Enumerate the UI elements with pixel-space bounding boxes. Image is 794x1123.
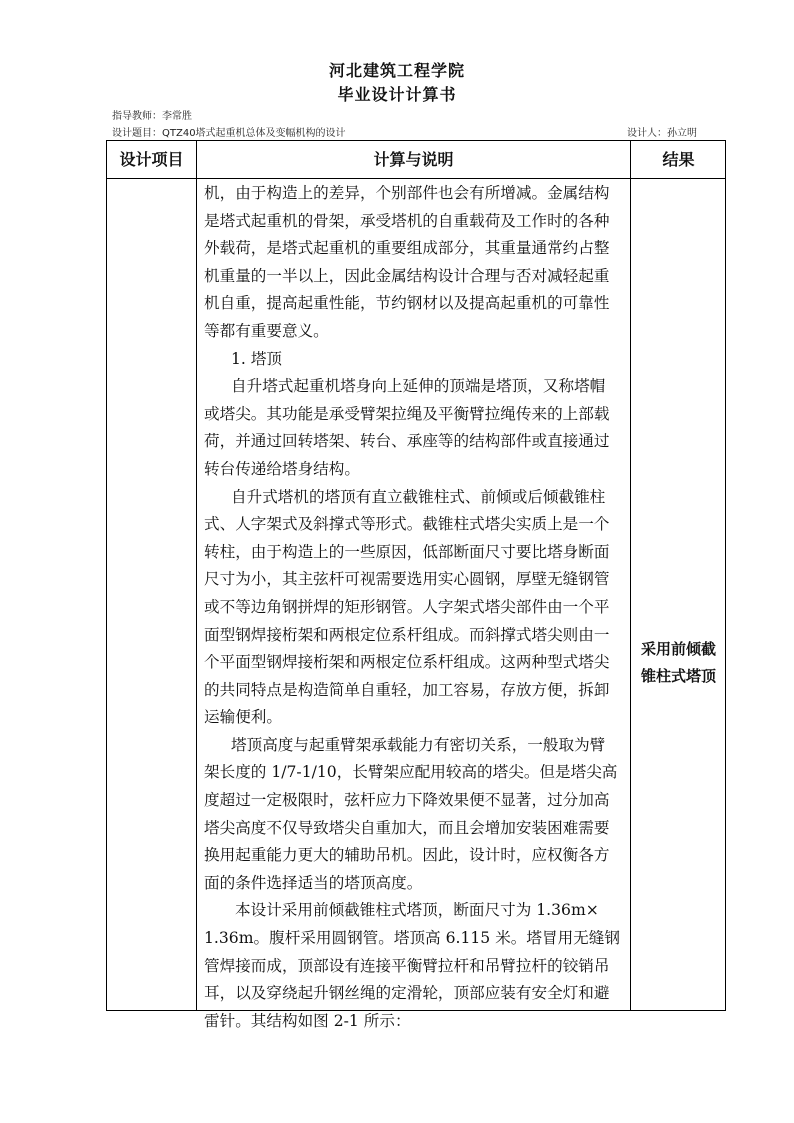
text-line: 个平面型钢焊接桁架和两根定位系杆组成。这两种型式塔尖 [204, 653, 610, 672]
calculation-table [106, 140, 726, 1030]
result-line: 采用前倾截 [640, 640, 716, 658]
text-line: 尺寸为小，其主弦杆可视需要选用实心圆钢，厚壁无缝钢管 [204, 570, 610, 589]
text-line: 转柱，由于构造上的一些原因，低部断面尺寸要比塔身断面 [204, 542, 610, 561]
text-line: 面型钢焊接桁架和两根定位系杆组成。而斜撑式塔尖则由一 [204, 625, 610, 644]
column-divider [196, 141, 197, 1010]
text-line: 1.36m。腹杆采用圆钢管。塔顶高 6.115 米。塔冒用无缝钢 [204, 929, 620, 948]
text-line: 外载荷，是塔式起重机的重要组成部分，其重量通常约占整 [204, 239, 610, 258]
text-line: 度超过一定极限时，弦杆应力下降效果便不显著，过分加高 [204, 791, 610, 810]
text-line: 机，由于构造上的差异，个别部件也会有所增减。金属结构 [204, 184, 610, 202]
calculation-text [204, 180, 628, 1035]
header-divider [107, 178, 725, 179]
text-line: 机自重，提高起重性能，节约钢材以及提高起重机的可靠性 [204, 294, 610, 313]
text-line: 自升塔式起重机塔身向上延伸的顶端是塔顶，又称塔帽 [231, 377, 606, 396]
document-title: 毕业设计计算书 [337, 85, 457, 104]
column-header-result: 结果 [662, 150, 695, 169]
text-line: 架长度的 1/7-1/10，长臂架应配用较高的塔尖。但是塔尖高 [204, 763, 618, 782]
text-line: 机重量的一半以上，因此金属结构设计合理与否对减轻起重 [204, 266, 610, 285]
text-line: 塔顶高度与起重臂架承载能力有密切关系，一般取为臂 [231, 735, 606, 754]
advisor-label: 指导教师：李常胜 [112, 111, 192, 122]
text-line: 是塔式起重机的骨架，承受塔机的自重载荷及工作时的各种 [204, 211, 610, 230]
text-line: 面的条件选择适当的塔顶高度。 [204, 873, 423, 892]
text-line: 换用起重能力更大的辅助吊机。因此，设计时，应权衡各方 [204, 846, 610, 865]
text-line: 等都有重要意义。 [204, 321, 329, 340]
text-line: 自升式塔机的塔顶有直立截锥柱式、前倾或后倾截锥柱 [231, 487, 606, 506]
text-line: 荷，并通过回转塔架、转台、承座等的结构部件或直接通过 [204, 432, 610, 451]
design-topic-label: 设计题目：QTZ40塔式起重机总体及变幅机构的设计 [112, 128, 346, 139]
designer-label: 设计人：孙立明 [627, 128, 697, 139]
text-line: 或不等边角钢拼焊的矩形钢管。人字架式塔尖部件由一个平 [204, 597, 610, 616]
text-line: 雷针。其结构如图 2-1 所示： [204, 1011, 411, 1030]
text-line: 或塔尖。其功能是承受臂架拉绳及平衡臂拉绳传来的上部载 [204, 404, 610, 423]
text-line: 转台传递给塔身结构。 [204, 459, 360, 478]
school-name: 河北建筑工程学院 [328, 61, 465, 80]
text-line: 耳，以及穿绕起升钢丝绳的定滑轮，顶部应装有安全灯和避 [204, 984, 610, 1003]
column-header-calculation: 计算与说明 [373, 150, 454, 169]
column-header-design-item: 设计项目 [119, 150, 184, 169]
section-heading: 1. 塔顶 [231, 349, 283, 368]
result-line: 锥柱式塔顶 [640, 667, 716, 685]
column-divider [630, 141, 631, 1010]
text-line: 的共同特点是构造简单自重轻，加工容易，存放方便，拆卸 [204, 680, 610, 699]
text-line: 塔尖高度不仅导致塔尖自重加大，而且会增加安装困难需要 [204, 818, 610, 837]
result-cell [631, 636, 726, 690]
text-line: 运输便利。 [204, 708, 282, 727]
text-line: 式、人字架式及斜撑式等形式。截锥柱式塔尖实质上是一个 [204, 515, 610, 534]
text-line: 管焊接而成，顶部设有连接平衡臂拉杆和吊臂拉杆的铰销吊 [204, 956, 610, 975]
text-line: 本设计采用前倾截锥柱式塔顶，断面尺寸为 1.36m× [235, 901, 599, 920]
